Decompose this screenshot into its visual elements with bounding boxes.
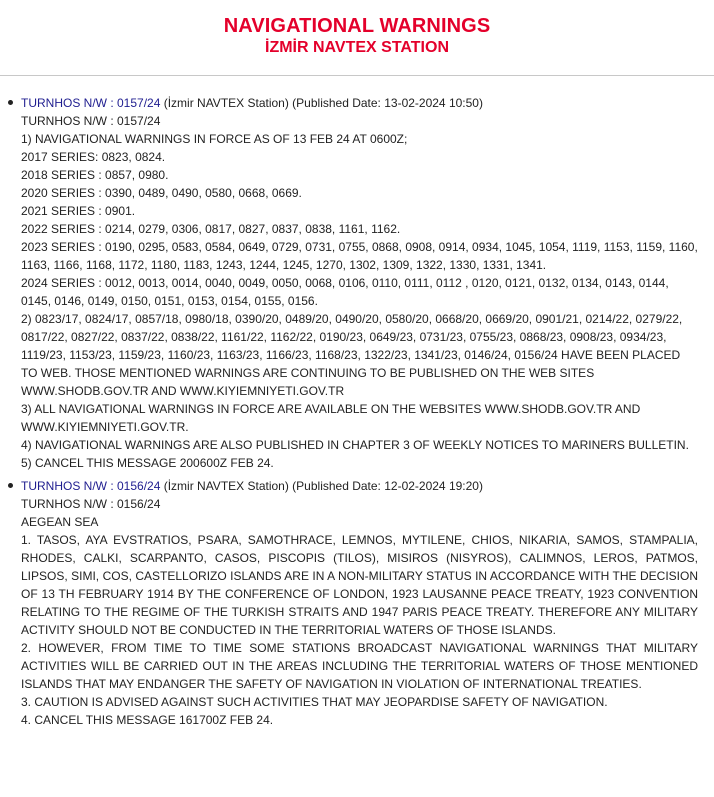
page-title: NAVIGATIONAL WARNINGS [223, 15, 491, 37]
warning-line: 4. CANCEL THIS MESSAGE 161700Z FEB 24. [21, 713, 274, 727]
bullet-icon [8, 483, 13, 488]
bullet-icon [8, 100, 13, 105]
warning-line: AEGEAN SEA [21, 515, 99, 529]
warning-item [0, 94, 714, 472]
warning-link[interactable]: TURNHOS N/W : 0156/24 [21, 479, 161, 493]
warning-line: TURNHOS N/W : 0156/24 [21, 497, 161, 511]
warning-line: 1. TASOS, AYA EVSTRATIOS, PSARA, SAMOTHRACE, LEMNOS, MYTILENE, CHIOS, NIKARIA, SAMOS, STAMPALIA, RHODES, CALKI, SCARPANTO, CASOS, PISCOPIS (TILOS), MISIROS (NISYROS), CALIMNOS, LEROS, PATMOS, LIPSOS, SIMI, COS, CASTELLORIZO ISLANDS ARE IN A NON-MILITARY STATUS IN ACCORDANCE WITH THE DECISION OF 13 TH FEBRUARY 1914 BY THE CONFERENCE OF LONDON, 1923 LAUSANNE PEACE TREATY, 1923 CONVENTION RELATING TO THE REGIME OF THE TURKISH STRAITS AND 1947 PARIS PEACE TREATY. THEREFORE ANY MILITARY ACTIVITY SHOULD NOT BE CONDUCTED IN THE TERRITORIAL WATERS OF THOSE ISLANDS. [21, 533, 698, 637]
page-header [0, 0, 714, 58]
warning-link[interactable]: TURNHOS N/W : 0157/24 [21, 96, 161, 110]
warning-line: 2020 SERIES : 0390, 0489, 0490, 0580, 0668, 0669. [21, 186, 302, 200]
warning-line: 2) 0823/17, 0824/17, 0857/18, 0980/18, 0390/20, 0489/20, 0490/20, 0580/20, 0668/20, 0669/20, 0901/21, 0214/22, 0279/22, 0817/22, 0827/22, 0837/22, 0838/22, 1161/22, 1162/22, 0190/23, 0649/23, 0731/23, 0755/23, 0868/23, 0908/23, 0934/23, 1119/23, 1153/23, 1159/23, 1160/23, 1163/23, 1166/23, 1168/23, 1322/23, 1341/23, 0146/24, 0156/24 HAVE BEEN PLACED TO WEB. THOSE MENTIONED WARNINGS ARE CONTINUING TO BE PUBLISHED ON THE WEB SITES WWW.SHODB.GOV.TR AND WWW.KIYIEMNIYETI.GOV.TR [21, 312, 683, 398]
warning-heading [21, 94, 698, 112]
warning-line: TURNHOS N/W : 0157/24 [21, 114, 161, 128]
warnings-list [0, 94, 714, 729]
warning-meta: (İzmir NAVTEX Station) (Published Date: 12-02-2024 19:20) [160, 479, 483, 493]
warning-line: 2021 SERIES : 0901. [21, 204, 136, 218]
warning-item [0, 477, 714, 729]
warning-line: 3) ALL NAVIGATIONAL WARNINGS IN FORCE ARE AVAILABLE ON THE WEBSITES WWW.SHODB.GOV.TR AND WWW.KIYIEMNIYETI.GOV.TR. [21, 402, 641, 434]
header-divider [0, 75, 714, 76]
warning-line: 2. HOWEVER, FROM TIME TO TIME SOME STATIONS BROADCAST NAVIGATIONAL WARNINGS THAT MILITARY ACTIVITIES WILL BE CARRIED OUT IN THE AREAS INCLUDING THE TERRITORIAL WATERS OF THOSE MENTIONED ISLANDS THAT MAY ENDANGER THE SAFETY OF NAVIGATION IN VIOLATION OF INTERNATIONAL TREATIES. [21, 641, 698, 691]
page-subtitle: İZMİR NAVTEX STATION [265, 39, 449, 56]
warning-line: 2017 SERIES: 0823, 0824. [21, 150, 166, 164]
warning-line: 2018 SERIES : 0857, 0980. [21, 168, 169, 182]
warning-line: 2024 SERIES : 0012, 0013, 0014, 0040, 0049, 0050, 0068, 0106, 0110, 0111, 0112 , 0120, 0121, 0132, 0134, 0143, 0144, 0145, 0146, 0149, 0150, 0151, 0153, 0154, 0155, 0156. [21, 276, 669, 308]
warning-line: 4) NAVIGATIONAL WARNINGS ARE ALSO PUBLISHED IN CHAPTER 3 OF WEEKLY NOTICES TO MARINERS BULLETIN. [21, 438, 689, 452]
warning-line: 1) NAVIGATIONAL WARNINGS IN FORCE AS OF 13 FEB 24 AT 0600Z; [21, 132, 408, 146]
warning-line: 3. CAUTION IS ADVISED AGAINST SUCH ACTIVITIES THAT MAY JEOPARDISE SAFETY OF NAVIGATION. [21, 695, 608, 709]
warning-heading [21, 477, 698, 495]
warning-line: 5) CANCEL THIS MESSAGE 200600Z FEB 24. [21, 456, 274, 470]
warning-line: 2022 SERIES : 0214, 0279, 0306, 0817, 0827, 0837, 0838, 1161, 1162. [21, 222, 401, 236]
warning-line: 2023 SERIES : 0190, 0295, 0583, 0584, 0649, 0729, 0731, 0755, 0868, 0908, 0914, 0934, 1045, 1054, 1119, 1153, 1159, 1160, 1163, 1166, 1168, 1172, 1180, 1183, 1243, 1244, 1245, 1270, 1302, 1309, 1322, 1330, 1331, 1341. [21, 240, 698, 272]
warning-meta: (İzmir NAVTEX Station) (Published Date: 13-02-2024 10:50) [160, 96, 483, 110]
